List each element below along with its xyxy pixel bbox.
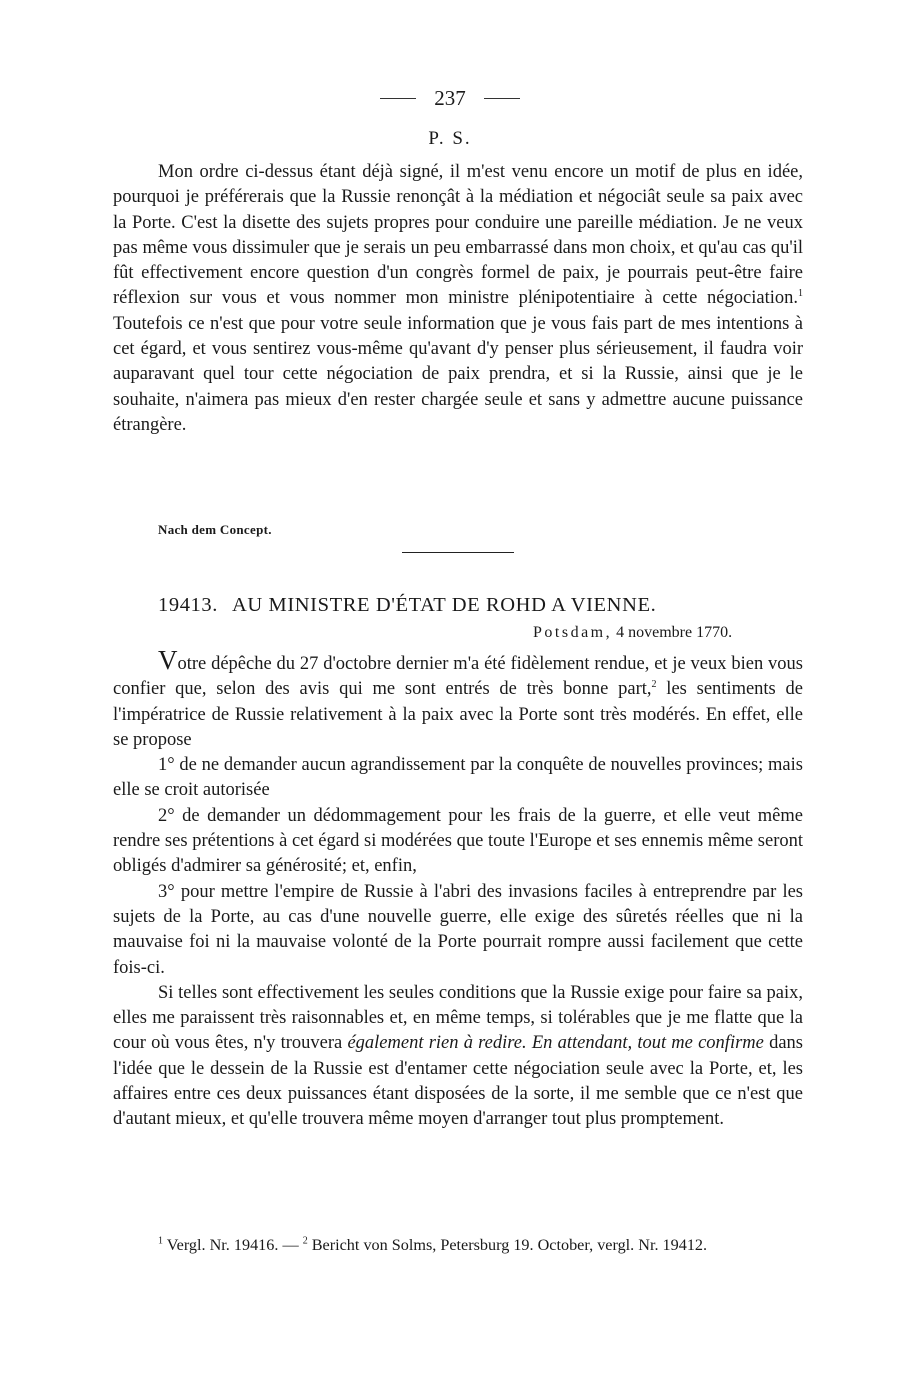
page-header [0, 86, 900, 111]
letter-heading [158, 594, 656, 617]
footnote-1-text: Vergl. Nr. 19416. — [163, 1236, 303, 1254]
dateline-date: 4 novembre 1770. [616, 624, 733, 641]
postscript-paragraph [113, 160, 803, 438]
footnote-1-marker: 1 [158, 1235, 163, 1247]
letter-p1-text-b: les sentiments de l'impératrice de Russie relativement à la paix avec la Porte sont très modérés. En effet, elle se propose [113, 679, 803, 750]
source-note: Nach dem Concept. [158, 522, 272, 537]
letter-item-2: 2° de demander un dédommagement pour les frais de la guerre, et elle veut même rendre ses prétentions à cet égard si modérées que toute l'Europe et ses ennemis même seront obligés d'admirer sa générosité; et, enfin, [113, 805, 803, 877]
letter-paragraph-2 [113, 981, 803, 1133]
header-rule-left [380, 98, 416, 99]
footnote-ref-1: 1 [798, 288, 803, 300]
letter-p2-italic: également rien à redire. En attendant, tout me confirme [347, 1033, 764, 1054]
letter-title: AU MINISTRE D'ÉTAT DE ROHD A VIENNE. [231, 594, 657, 616]
footnotes [113, 1234, 803, 1256]
letter-item-3: 3° pour mettre l'empire de Russie à l'abri des invasions faciles à entreprendre par les sujets de la Porte, au cas d'une nouvelle guerre, elle exige des sûretés réelles que ni la mauvaise foi ni la mauvaise volonté de la Porte pourrait rompre aussi facilement que cette fois-ci. [113, 881, 803, 978]
letter-p1-text-a: otre dépêche du 27 d'octobre dernier m'a été fidèlement rendue, et je veux bien vous confier que, selon des avis qui me sont entrés de très bonne part, [113, 654, 803, 700]
section-separator [402, 552, 514, 553]
letter-item-1: 1° de ne demander aucun agrandissement par la conquête de nouvelles provinces; mais elle se croit autorisée [113, 755, 803, 801]
page-number: 237 [434, 86, 466, 110]
dateline-place: Potsdam, [533, 624, 613, 641]
footnote-2-text: Bericht von Solms, Petersburg 19. October, vergl. Nr. 19412. [307, 1236, 708, 1254]
letter-paragraph-1 [113, 645, 803, 753]
postscript-heading: P. S. [428, 128, 472, 149]
letter-body [113, 645, 803, 1133]
initial-letter: V [158, 645, 178, 675]
footnote-ref-2: 2 [651, 679, 657, 691]
footnote-2-marker: 2 [302, 1235, 308, 1247]
letter-p2-text-b: dans l'idée que le dessein de la Russie est d'entamer cette négociation seule avec la Porte, et, les affaires entre ces deux puissances étant disposées de la sorte, il me semble que ce n'est que d'autant mieux, et qu'elle trouvera même moyen d'arranger tout plus promptement. [113, 1033, 803, 1130]
dateline [533, 624, 732, 642]
postscript-text-b: Toutefois ce n'est que pour votre seule information que je vous fais part de mes intentions à cet égard, et vous sentirez vous-même qu'avant d'y penser plus sérieusement, il faudra voir auparavant quel tour cette négociation de paix prendra, et si la Russie, ainsi que je le souhaite, n'aimera pas mieux d'en rester chargée seule et sans y admettre aucune puissance étrangère. [113, 313, 803, 435]
postscript-body [113, 160, 803, 438]
header-rule-right [484, 98, 520, 99]
letter-p2-text-a: Si telles sont effectivement les seules conditions que la Russie exige pour faire sa paix, elles me paraissent très raisonnables et, en même temps, si tolérables que je me flatte que la cour où vous êtes, n'y trouvera [113, 982, 803, 1054]
postscript-text-a: Mon ordre ci-dessus étant déjà signé, il m'est venu encore un motif de plus en idée, pourquoi je préférerais que la Russie renonçât à la médiation et négociât seule sa paix avec la Porte. C'est la disette des sujets propres pour conduire une pareille médiation. Je ne veux pas même vous dissimuler que je serais un peu embarrassé dans mon choix, et qu'au cas qu'il fût effectivement encore question d'un congrès formel de paix, je pourrais peut-être faire réflexion sur vous et vous nommer mon ministre plénipotentiaire à cette négociation. [113, 162, 803, 309]
letter-number: 19413. [158, 594, 218, 616]
footnote-line [113, 1234, 803, 1256]
